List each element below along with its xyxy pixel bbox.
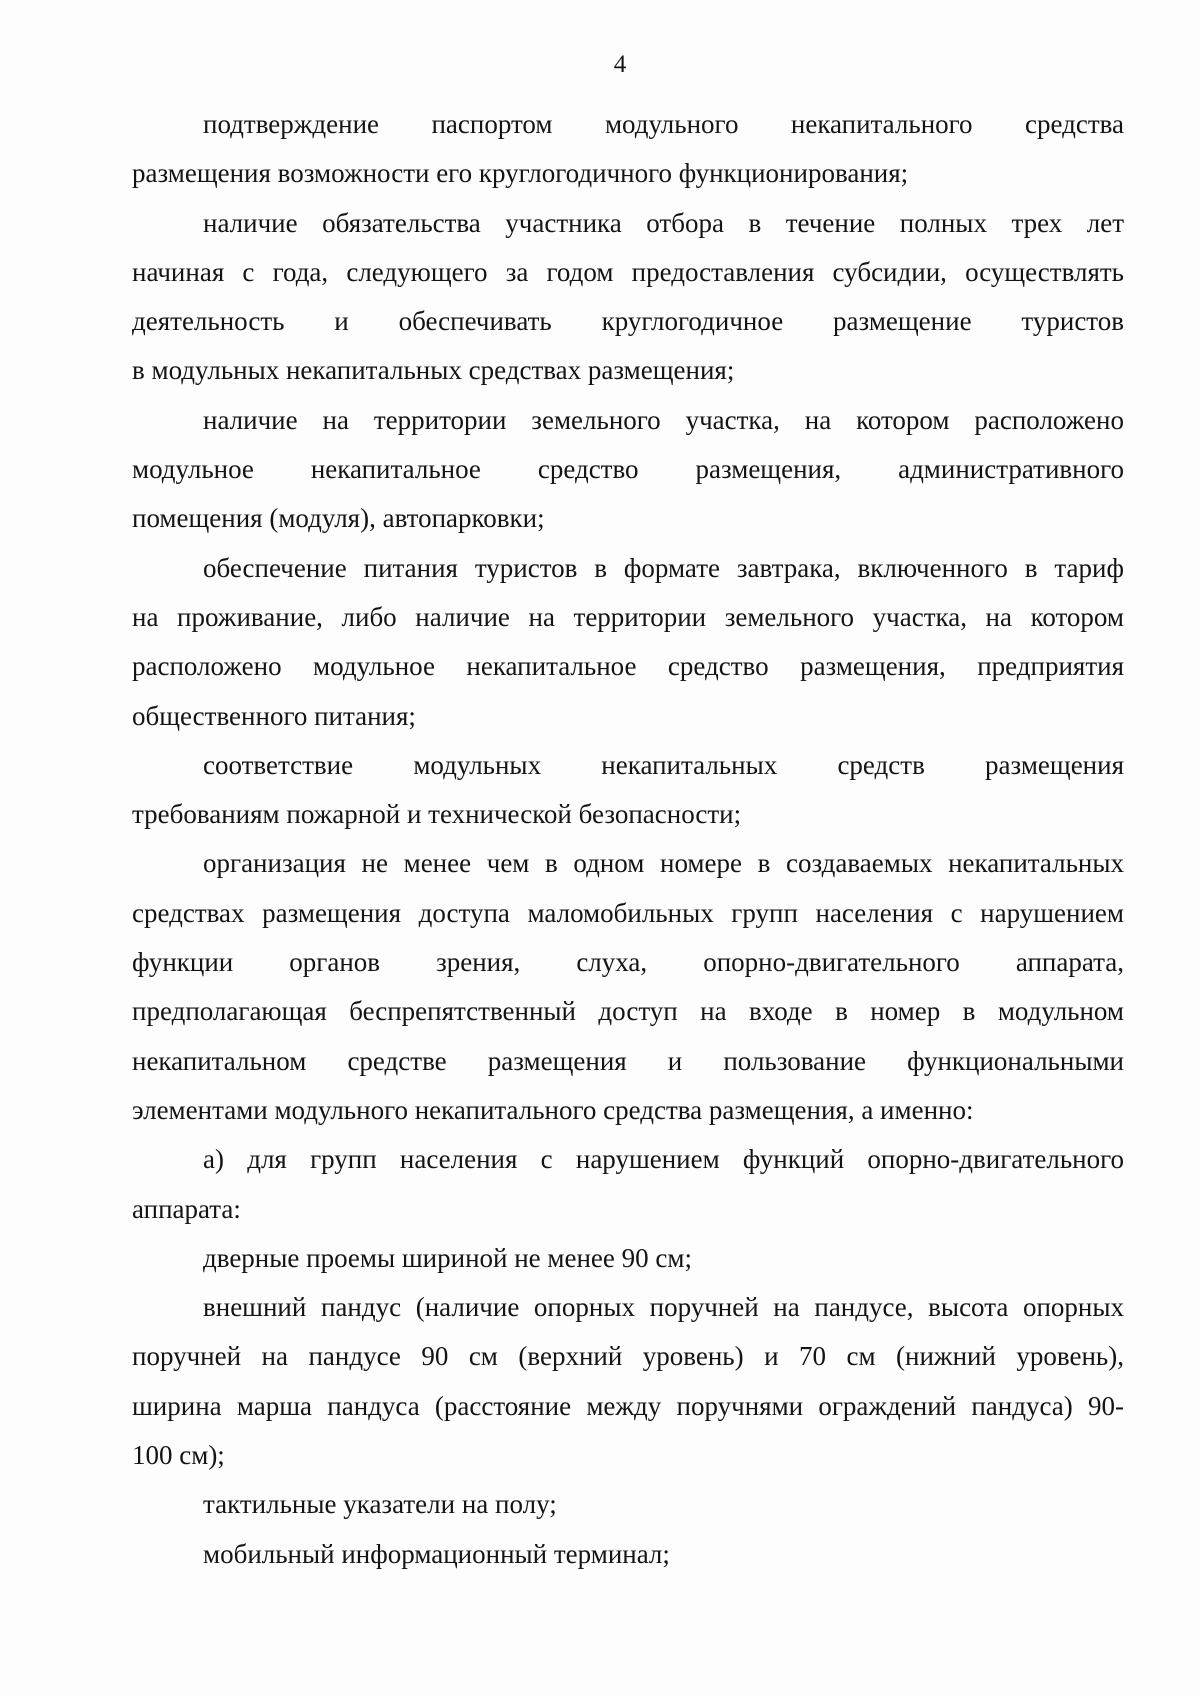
text-line: размещения возможности его круглогодичного функционирования; [132, 158, 909, 189]
text-line: внешний пандус (наличие опорных поручней на пандусе, высота опорных [203, 1292, 1124, 1323]
text-line: а) для групп населения с нарушением функций опорно-двигательного [203, 1144, 1124, 1175]
text-line: аппарата: [132, 1193, 241, 1224]
text-line: предполагающая беспрепятственный доступ на входе в номер в модульном [132, 996, 1124, 1027]
text-line: некапитальном средстве размещения и пользование функциональными [132, 1045, 1124, 1076]
text-line: средствах размещения доступа маломобильных групп населения с нарушением [132, 897, 1124, 928]
text-line: наличие обязательства участника отбора в течение полных трех лет [203, 207, 1124, 238]
text-line: функции органов зрения, слуха, опорно-двигательного аппарата, [132, 947, 1124, 978]
paragraph [132, 1480, 1124, 1529]
text-line: поручней на пандусе 90 см (верхний уровень) и 70 см (нижний уровень), [132, 1341, 1124, 1372]
text-line: в модульных некапитальных средствах размещения; [132, 355, 735, 386]
text-line: элементами модульного некапитального средства размещения, а именно: [132, 1094, 974, 1125]
text-line: тактильные указатели на полу; [203, 1489, 557, 1520]
text-line: начиная с года, следующего за годом предоставления субсидии, осуществлять [132, 256, 1124, 287]
text-line: соответствие модульных некапитальных средств размещения [203, 749, 1124, 780]
paragraph [132, 544, 1124, 741]
paragraph [132, 1135, 1124, 1234]
text-line: подтверждение паспортом модульного некапитального средства [203, 109, 1124, 139]
text-line: на проживание, либо наличие на территории земельного участка, на котором [132, 601, 1124, 632]
text-line: помещения (модуля), автопарковки; [132, 503, 545, 534]
text-line: дверные проемы шириной не менее 90 см; [203, 1242, 692, 1273]
paragraph [132, 100, 1124, 199]
document-body [132, 100, 1124, 1579]
paragraph [132, 1234, 1124, 1283]
text-line: общественного питания; [132, 700, 416, 731]
paragraph [132, 741, 1124, 840]
paragraph [132, 199, 1124, 396]
paragraph [132, 396, 1124, 544]
paragraph [132, 839, 1124, 1135]
page-number: 4 [613, 51, 627, 78]
text-line: требованиям пожарной и технической безопасности; [132, 799, 742, 830]
text-line: мобильный информационный терминал; [203, 1538, 670, 1569]
paragraph [132, 1283, 1124, 1480]
text-line: деятельность и обеспечивать круглогодичное размещение туристов [132, 306, 1124, 337]
text-line: ширина марша пандуса (расстояние между поручнями ограждений пандуса) 90- [132, 1390, 1124, 1421]
paragraph [132, 1530, 1124, 1579]
text-line: модульное некапитальное средство размещения, административного [132, 454, 1124, 485]
text-line: обеспечение питания туристов в формате завтрака, включенного в тариф [203, 552, 1124, 583]
text-line: расположено модульное некапитальное средство размещения, предприятия [132, 651, 1124, 682]
text-line: организация не менее чем в одном номере в создаваемых некапитальных [203, 848, 1124, 879]
text-line: наличие на территории земельного участка, на котором расположено [203, 404, 1124, 435]
text-line: 100 см); [132, 1440, 225, 1471]
